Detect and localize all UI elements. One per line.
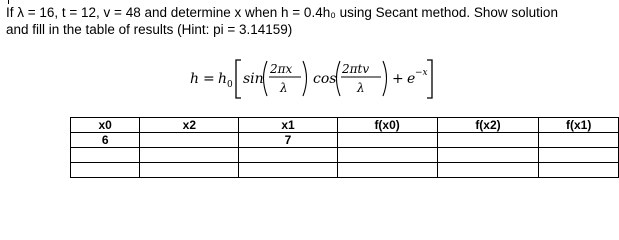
- question-text-line-2: and fill in the table of results (Hint: pi = 3.14159): [6, 22, 293, 37]
- table-cell: 6: [71, 133, 140, 148]
- formula-plus: +: [392, 71, 404, 87]
- left-bracket: [236, 60, 241, 98]
- table-cell: [140, 163, 239, 178]
- table-cell: [539, 148, 619, 163]
- table-cell: [239, 163, 337, 178]
- paren-open-2: [337, 61, 341, 96]
- formula-cos: cos: [313, 71, 337, 87]
- table-row: [71, 148, 619, 163]
- results-table: [70, 117, 619, 178]
- table-cell: [337, 133, 437, 148]
- table-cell: [539, 133, 619, 148]
- fraction1-denominator: λ: [280, 81, 288, 95]
- right-bracket: [427, 60, 432, 98]
- table-cell: [71, 148, 140, 163]
- fraction2-numerator: 2πtv: [342, 62, 370, 76]
- table-row: [71, 133, 619, 148]
- header-fx0: f(x0): [337, 118, 437, 133]
- table-cell: [239, 148, 337, 163]
- top-edge-mark: [8, 0, 9, 4]
- paren-open-1: [264, 61, 268, 96]
- fraction2-denominator: λ: [357, 81, 365, 95]
- table-cell: [539, 163, 619, 178]
- header-fx1: f(x1): [539, 118, 619, 133]
- table-header-row: [71, 118, 619, 133]
- table-cell: [437, 148, 539, 163]
- table-cell: [437, 163, 539, 178]
- table-cell: [71, 163, 140, 178]
- fraction1-numerator: 2πx: [270, 62, 293, 76]
- table-cell: [140, 133, 239, 148]
- formula-equals: =: [203, 71, 215, 87]
- table-cell: [437, 133, 539, 148]
- header-x2: x2: [140, 118, 239, 133]
- table-cell: [337, 148, 437, 163]
- table-row: [71, 163, 619, 178]
- paren-close-1: [303, 61, 307, 96]
- table-cell: 7: [239, 133, 337, 148]
- header-x0: x0: [71, 118, 140, 133]
- table-cell: [140, 148, 239, 163]
- paren-close-2: [383, 61, 387, 96]
- height-formula: [0, 56, 619, 102]
- formula-e: e: [407, 71, 416, 87]
- formula-exponent: −x: [415, 68, 428, 78]
- formula-sin: sin: [243, 71, 264, 87]
- table-cell: [337, 163, 437, 178]
- header-x1: x1: [239, 118, 337, 133]
- formula-h0-subscript: 0: [227, 80, 233, 90]
- header-fx2: f(x2): [437, 118, 539, 133]
- question-text-line-1: If λ = 16, t = 12, v = 48 and determine x when h = 0.4h₀ using Secant method. Show solution: [6, 5, 558, 20]
- formula-lhs-h: h: [190, 71, 200, 87]
- formula-h0: h: [218, 71, 228, 87]
